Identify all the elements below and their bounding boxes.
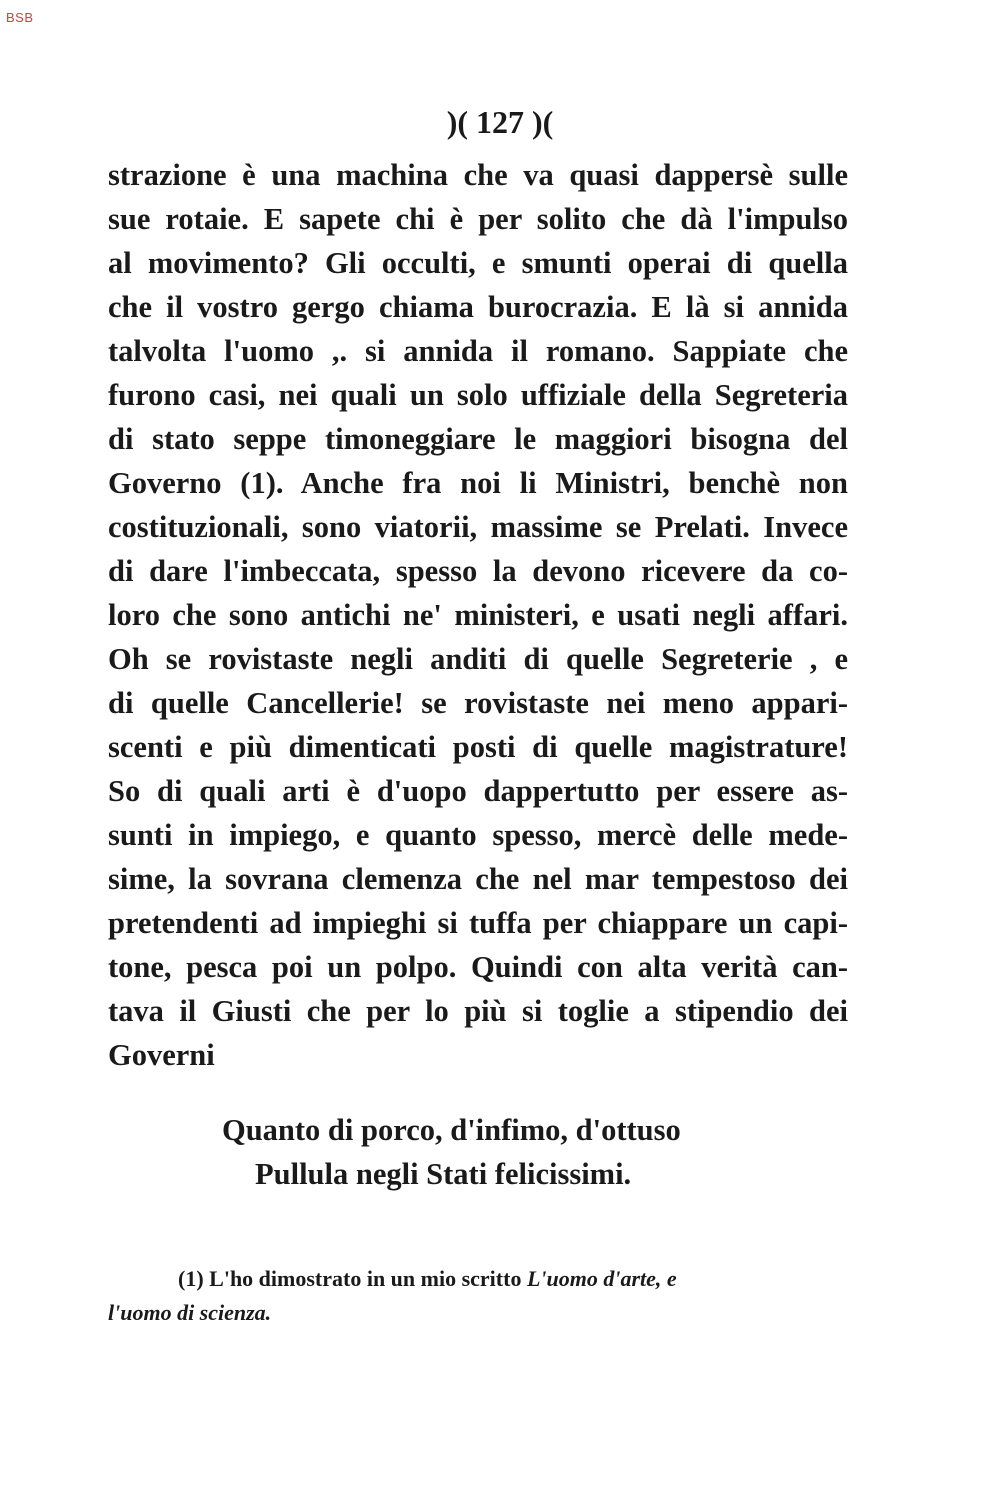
text-line: sue rotaie. E sapete chi è per solito che dà l'impulso [108, 202, 848, 236]
body-paragraph [108, 153, 848, 1077]
text-line: sime, la sovrana clemenza che nel mar tempestoso dei [108, 862, 848, 896]
text-line: costituzionali, sono viatorii, massime se Prelati. Invece [108, 510, 848, 544]
text-line: di dare l'imbeccata, spesso la devono ricevere da co- [108, 554, 848, 588]
verse-quotation [0, 1108, 1000, 1196]
text-line: Governo (1). Anche fra noi li Ministri, benchè non [108, 466, 848, 500]
footnote-text: (1) L'ho dimostrato in un mio scritto [178, 1266, 522, 1291]
footnote-work-title: L'uomo d'arte, e [526, 1266, 677, 1291]
text-line: sunti in impiego, e quanto spesso, mercè delle mede- [108, 818, 848, 852]
library-watermark: BSB [6, 10, 34, 25]
text-line: tone, pesca poi un polpo. Quindi con alta verità can- [108, 950, 848, 984]
footnote-line-1 [108, 1262, 848, 1296]
footnote [108, 1262, 848, 1330]
text-line: tava il Giusti che per lo più si toglie a stipendio dei [108, 994, 848, 1028]
text-line: Oh se rovistaste negli anditi di quelle Segreterie , e [108, 642, 848, 676]
page-number-header: )( 127 )( [446, 104, 554, 140]
verse-line-1: Quanto di porco, d'infimo, d'ottuso [222, 1113, 681, 1147]
text-line: Governi [108, 1038, 215, 1072]
text-line: di quelle Cancellerie! se rovistaste nei meno appari- [108, 686, 848, 720]
text-line: strazione è una machina che va quasi dappersè sulle [108, 158, 848, 192]
text-line: scenti e più dimenticati posti di quelle magistrature! [108, 730, 848, 764]
footnote-line-2: l'uomo di scienza. [108, 1300, 272, 1325]
text-line: talvolta l'uomo ,. si annida il romano. Sappiate che [108, 334, 848, 368]
text-line: pretendenti ad impieghi si tuffa per chiappare un capi- [108, 906, 848, 940]
text-line: di stato seppe timoneggiare le maggiori bisogna del [108, 422, 848, 456]
text-line: loro che sono antichi ne' ministeri, e usati negli affari. [108, 598, 848, 632]
text-line: che il vostro gergo chiama burocrazia. E là si annida [108, 290, 848, 324]
text-line: furono casi, nei quali un solo uffiziale della Segreteria [108, 378, 848, 412]
text-line: So di quali arti è d'uopo dappertutto per essere as- [108, 774, 848, 808]
text-line: al movimento? Gli occulti, e smunti operai di quella [108, 246, 848, 280]
verse-line-2: Pullula negli Stati felicissimi. [255, 1157, 632, 1191]
